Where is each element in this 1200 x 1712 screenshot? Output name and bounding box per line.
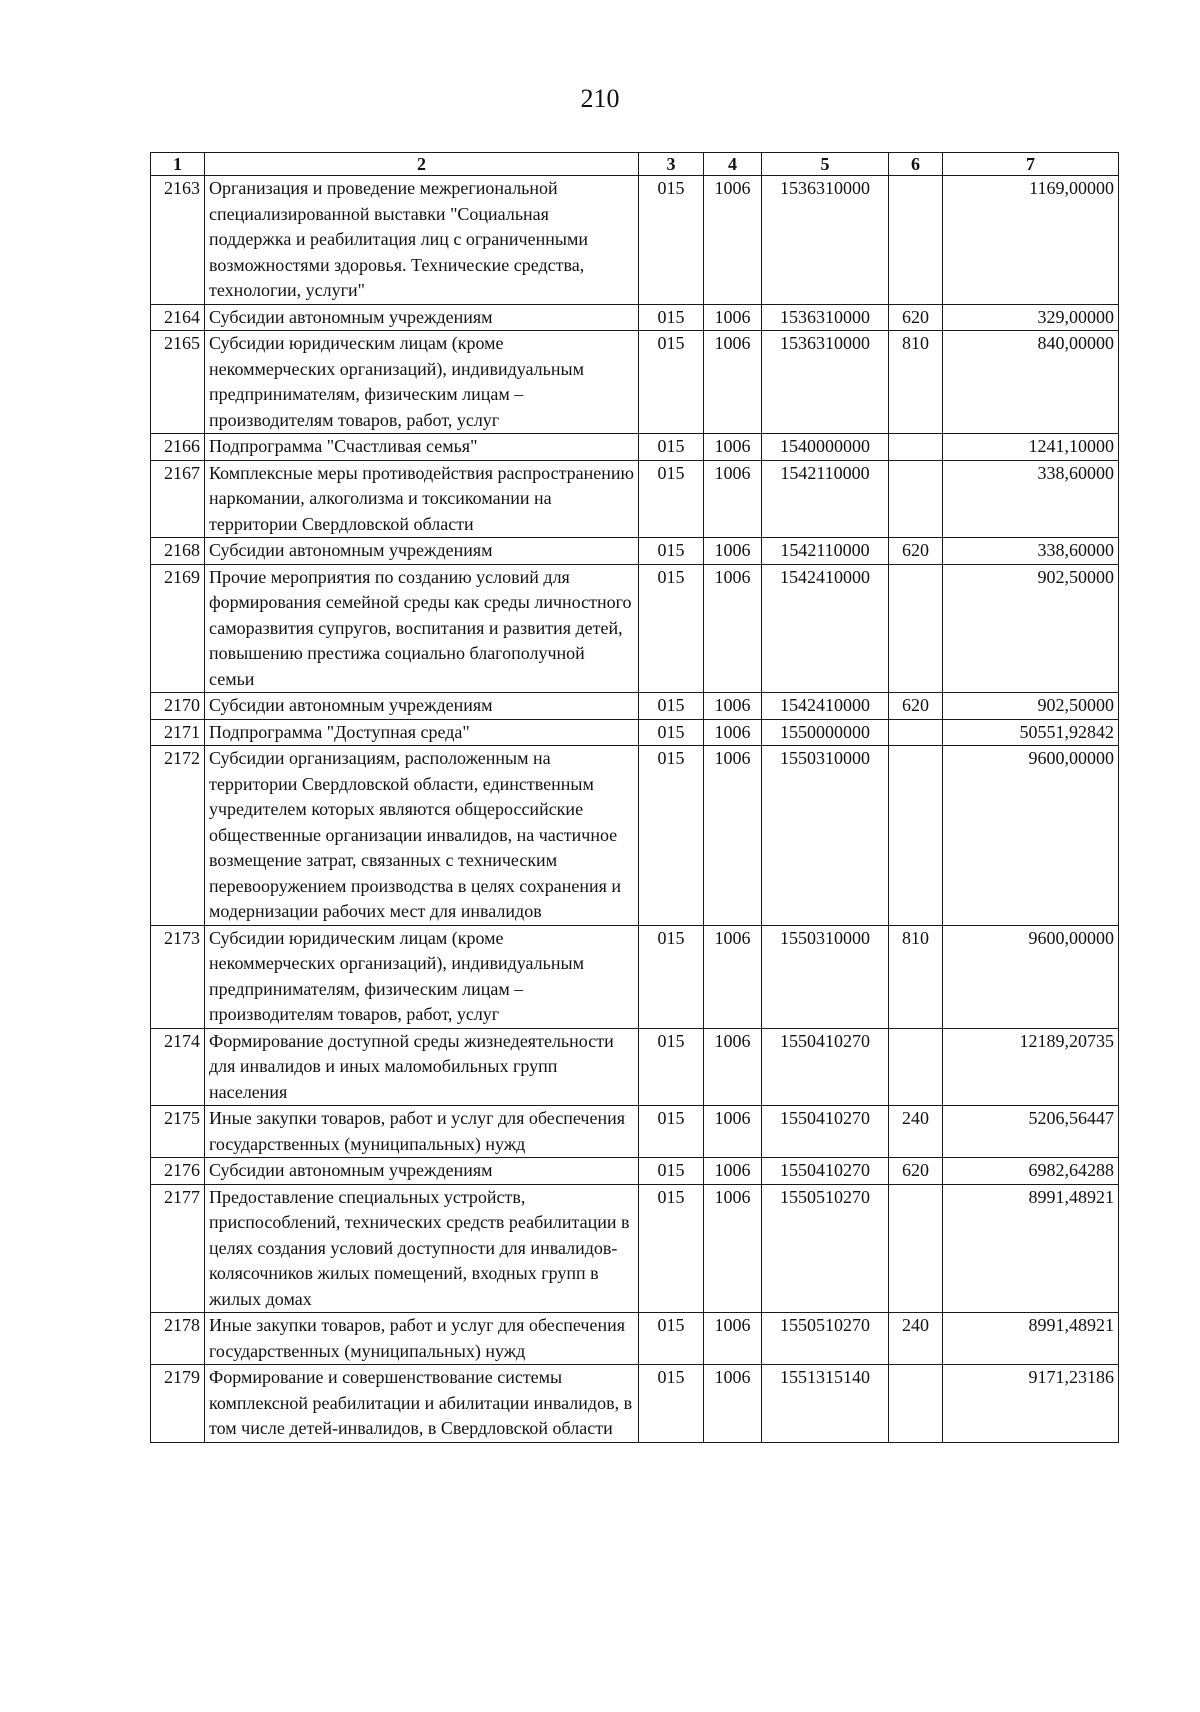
row-number: 2178 [151,1313,205,1365]
row-col4: 1006 [704,719,762,746]
budget-table [150,152,1119,1443]
row-col6: 620 [889,693,943,720]
row-col5: 1550410270 [762,1158,889,1185]
row-name: Прочие мероприятия по созданию условий для формирования семейной среды как среды личностного саморазвития супругов, воспитания и развития детей, повышению престижа социально благополучной семьи [205,564,639,693]
row-col3: 015 [639,746,704,926]
row-name: Организация и проведение межрегиональной специализированной выставки "Социальная поддержка и реабилитация лиц с ограниченными возможностями здоровья. Технические средства, технологии, услуги" [205,176,639,305]
table-row [151,719,1119,746]
header-cell: 2 [205,153,639,176]
row-col4: 1006 [704,434,762,461]
row-col5: 1542110000 [762,538,889,565]
row-col6 [889,434,943,461]
row-col4: 1006 [704,460,762,538]
row-col6 [889,564,943,693]
row-number: 2179 [151,1365,205,1443]
row-number: 2170 [151,693,205,720]
row-name: Иные закупки товаров, работ и услуг для обеспечения государственных (муниципальных) нужд [205,1106,639,1158]
row-col3: 015 [639,1106,704,1158]
row-name: Субсидии автономным учреждениям [205,538,639,565]
row-name: Комплексные меры противодействия распространению наркомании, алкоголизма и токсикомании на территории Свердловской области [205,460,639,538]
page-number: 210 [580,84,620,113]
row-col4: 1006 [704,1028,762,1106]
row-col3: 015 [639,1158,704,1185]
row-col3: 015 [639,434,704,461]
row-sum: 840,00000 [943,331,1119,434]
row-name: Субсидии юридическим лицам (кроме некоммерческих организаций), индивидуальным предпринимателям, физическим лицам – производителям товаров, работ, услуг [205,331,639,434]
row-col3: 015 [639,564,704,693]
row-name: Формирование и совершенствование системы комплексной реабилитации и абилитации инвалидов, в том числе детей-инвалидов, в Свердловской области [205,1365,639,1443]
row-col4: 1006 [704,176,762,305]
row-sum: 9171,23186 [943,1365,1119,1443]
row-sum: 9600,00000 [943,746,1119,926]
row-number: 2172 [151,746,205,926]
row-col6 [889,176,943,305]
row-sum: 5206,56447 [943,1106,1119,1158]
table-row [151,1313,1119,1365]
row-col4: 1006 [704,746,762,926]
table-row [151,176,1119,305]
row-sum: 902,50000 [943,564,1119,693]
table-row [151,693,1119,720]
row-sum: 338,60000 [943,460,1119,538]
table-row [151,434,1119,461]
row-col4: 1006 [704,925,762,1028]
row-sum: 12189,20735 [943,1028,1119,1106]
row-name: Субсидии организациям, расположенным на территории Свердловской области, единственным учредителем которых являются общероссийские общественные организации инвалидов, на частичное возмещение затрат, связанных с техническим перевооружением производства в целях сохранения и модернизации рабочих мест для инвалидов [205,746,639,926]
row-col4: 1006 [704,1106,762,1158]
row-col4: 1006 [704,564,762,693]
row-col3: 015 [639,719,704,746]
row-col6: 620 [889,1158,943,1185]
table-row [151,538,1119,565]
row-sum: 8991,48921 [943,1313,1119,1365]
row-col5: 1550000000 [762,719,889,746]
row-name: Предоставление специальных устройств, приспособлений, технических средств реабилитации в целях создания условий доступности для инвалидов-колясочников жилых помещений, входных групп в жилых домах [205,1184,639,1313]
row-number: 2176 [151,1158,205,1185]
table-row [151,1106,1119,1158]
row-col4: 1006 [704,1184,762,1313]
row-number: 2165 [151,331,205,434]
table-row [151,304,1119,331]
table-row [151,1028,1119,1106]
row-name: Субсидии автономным учреждениям [205,304,639,331]
row-col3: 015 [639,304,704,331]
row-col3: 015 [639,925,704,1028]
row-col6 [889,1028,943,1106]
row-col4: 1006 [704,1313,762,1365]
row-col6: 240 [889,1106,943,1158]
row-number: 2163 [151,176,205,305]
row-col3: 015 [639,693,704,720]
table-row [151,1158,1119,1185]
row-sum: 1169,00000 [943,176,1119,305]
row-col5: 1550410270 [762,1106,889,1158]
row-sum: 9600,00000 [943,925,1119,1028]
row-number: 2168 [151,538,205,565]
row-sum: 50551,92842 [943,719,1119,746]
row-col3: 015 [639,176,704,305]
row-name: Субсидии автономным учреждениям [205,693,639,720]
row-name: Иные закупки товаров, работ и услуг для обеспечения государственных (муниципальных) нужд [205,1313,639,1365]
table-row [151,746,1119,926]
row-col3: 015 [639,460,704,538]
row-sum: 338,60000 [943,538,1119,565]
table-row [151,1365,1119,1443]
row-col6 [889,460,943,538]
row-col5: 1542110000 [762,460,889,538]
row-col5: 1542410000 [762,693,889,720]
row-number: 2177 [151,1184,205,1313]
row-col6: 240 [889,1313,943,1365]
row-name: Формирование доступной среды жизнедеятельности для инвалидов и иных маломобильных групп населения [205,1028,639,1106]
header-row [151,153,1119,176]
table-row [151,925,1119,1028]
row-number: 2164 [151,304,205,331]
row-col5: 1550510270 [762,1313,889,1365]
row-number: 2166 [151,434,205,461]
row-name: Подпрограмма "Счастливая семья" [205,434,639,461]
header-cell: 7 [943,153,1119,176]
row-col6: 620 [889,304,943,331]
row-number: 2175 [151,1106,205,1158]
row-col6 [889,719,943,746]
header-cell: 4 [704,153,762,176]
header-cell: 3 [639,153,704,176]
row-col6 [889,1365,943,1443]
row-number: 2169 [151,564,205,693]
row-col3: 015 [639,1365,704,1443]
row-col6 [889,746,943,926]
row-col4: 1006 [704,331,762,434]
row-name: Субсидии юридическим лицам (кроме некоммерческих организаций), индивидуальным предпринимателям, физическим лицам – производителям товаров, работ, услуг [205,925,639,1028]
row-col6: 620 [889,538,943,565]
table-row [151,1184,1119,1313]
row-col6 [889,1184,943,1313]
row-col4: 1006 [704,1365,762,1443]
row-col4: 1006 [704,304,762,331]
row-col3: 015 [639,331,704,434]
row-sum: 1241,10000 [943,434,1119,461]
row-col5: 1542410000 [762,564,889,693]
row-number: 2174 [151,1028,205,1106]
row-col3: 015 [639,1313,704,1365]
row-number: 2171 [151,719,205,746]
row-col5: 1536310000 [762,331,889,434]
row-name: Подпрограмма "Доступная среда" [205,719,639,746]
row-sum: 6982,64288 [943,1158,1119,1185]
row-col5: 1550310000 [762,925,889,1028]
row-number: 2167 [151,460,205,538]
row-col6: 810 [889,331,943,434]
header-cell: 1 [151,153,205,176]
row-name: Субсидии автономным учреждениям [205,1158,639,1185]
header-cell: 6 [889,153,943,176]
table-row [151,460,1119,538]
header-cell: 5 [762,153,889,176]
row-col5: 1551315140 [762,1365,889,1443]
row-col5: 1536310000 [762,176,889,305]
row-col4: 1006 [704,1158,762,1185]
row-col3: 015 [639,1028,704,1106]
row-number: 2173 [151,925,205,1028]
table-row [151,564,1119,693]
table-row [151,331,1119,434]
row-col4: 1006 [704,538,762,565]
row-col5: 1550310000 [762,746,889,926]
row-col3: 015 [639,538,704,565]
row-col5: 1550510270 [762,1184,889,1313]
row-sum: 8991,48921 [943,1184,1119,1313]
row-col5: 1550410270 [762,1028,889,1106]
row-sum: 329,00000 [943,304,1119,331]
row-col4: 1006 [704,693,762,720]
row-sum: 902,50000 [943,693,1119,720]
row-col3: 015 [639,1184,704,1313]
row-col5: 1540000000 [762,434,889,461]
row-col6: 810 [889,925,943,1028]
row-col5: 1536310000 [762,304,889,331]
